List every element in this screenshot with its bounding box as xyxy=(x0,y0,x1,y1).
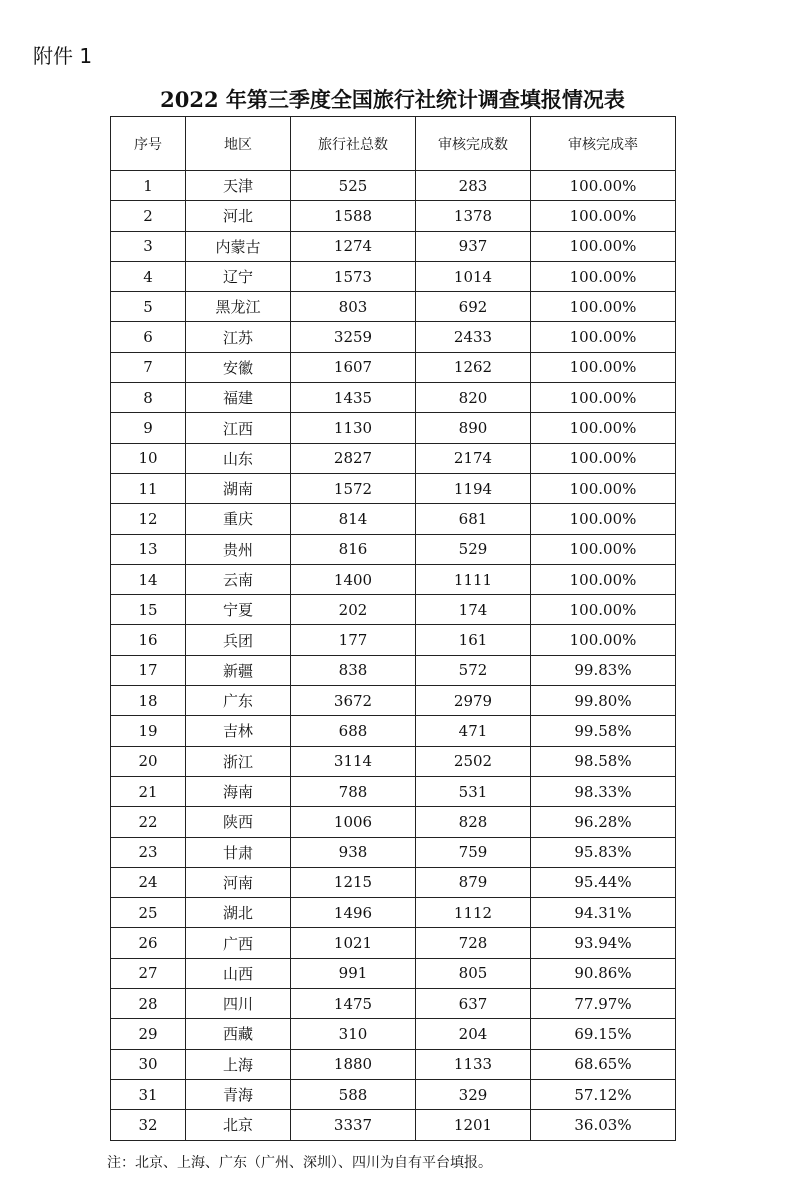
cell-total: 938 xyxy=(291,837,416,867)
cell-rate: 99.58% xyxy=(531,716,676,746)
cell-region: 河南 xyxy=(186,867,291,897)
cell-completed: 572 xyxy=(416,655,531,685)
cell-total: 310 xyxy=(291,1019,416,1049)
cell-region: 宁夏 xyxy=(186,595,291,625)
cell-index: 14 xyxy=(111,564,186,594)
cell-index: 31 xyxy=(111,1079,186,1109)
cell-rate: 57.12% xyxy=(531,1079,676,1109)
table-row xyxy=(111,352,676,382)
cell-region: 江苏 xyxy=(186,322,291,352)
page-title: 2022 年第三季度全国旅行社统计调查填报情况表 xyxy=(160,87,625,112)
header-completed: 审核完成数 xyxy=(416,117,531,171)
cell-rate: 36.03% xyxy=(531,1110,676,1140)
cell-completed: 2502 xyxy=(416,746,531,776)
table-row xyxy=(111,625,676,655)
table-row xyxy=(111,867,676,897)
table-row xyxy=(111,231,676,261)
cell-index: 19 xyxy=(111,716,186,746)
cell-region: 新疆 xyxy=(186,655,291,685)
cell-total: 1496 xyxy=(291,898,416,928)
cell-index: 15 xyxy=(111,595,186,625)
cell-index: 13 xyxy=(111,534,186,564)
cell-index: 10 xyxy=(111,443,186,473)
cell-rate: 77.97% xyxy=(531,989,676,1019)
table-row xyxy=(111,171,676,201)
footnote: 注：北京、上海、广东（广州、深圳）、四川为自有平台填报。 xyxy=(107,1155,492,1171)
cell-completed: 161 xyxy=(416,625,531,655)
table-row xyxy=(111,686,676,716)
cell-total: 814 xyxy=(291,504,416,534)
cell-index: 8 xyxy=(111,383,186,413)
cell-total: 1880 xyxy=(291,1049,416,1079)
cell-total: 1607 xyxy=(291,352,416,382)
cell-total: 1572 xyxy=(291,473,416,503)
cell-region: 云南 xyxy=(186,564,291,594)
cell-total: 991 xyxy=(291,958,416,988)
header-total: 旅行社总数 xyxy=(291,117,416,171)
cell-index: 5 xyxy=(111,292,186,322)
cell-index: 22 xyxy=(111,807,186,837)
cell-completed: 728 xyxy=(416,928,531,958)
cell-completed: 637 xyxy=(416,989,531,1019)
header-rate: 审核完成率 xyxy=(531,117,676,171)
cell-completed: 692 xyxy=(416,292,531,322)
cell-completed: 471 xyxy=(416,716,531,746)
cell-index: 7 xyxy=(111,352,186,382)
cell-index: 32 xyxy=(111,1110,186,1140)
table-row xyxy=(111,655,676,685)
cell-index: 20 xyxy=(111,746,186,776)
cell-rate: 100.00% xyxy=(531,352,676,382)
cell-total: 1588 xyxy=(291,201,416,231)
cell-total: 1400 xyxy=(291,564,416,594)
cell-region: 山西 xyxy=(186,958,291,988)
cell-rate: 94.31% xyxy=(531,898,676,928)
cell-region: 吉林 xyxy=(186,716,291,746)
cell-rate: 95.83% xyxy=(531,837,676,867)
cell-region: 湖南 xyxy=(186,473,291,503)
cell-index: 17 xyxy=(111,655,186,685)
cell-rate: 100.00% xyxy=(531,413,676,443)
cell-index: 16 xyxy=(111,625,186,655)
cell-rate: 100.00% xyxy=(531,383,676,413)
cell-index: 24 xyxy=(111,867,186,897)
cell-completed: 1378 xyxy=(416,201,531,231)
table-row xyxy=(111,595,676,625)
cell-completed: 1133 xyxy=(416,1049,531,1079)
cell-index: 9 xyxy=(111,413,186,443)
cell-region: 福建 xyxy=(186,383,291,413)
cell-index: 23 xyxy=(111,837,186,867)
cell-region: 重庆 xyxy=(186,504,291,534)
cell-total: 1435 xyxy=(291,383,416,413)
cell-rate: 100.00% xyxy=(531,322,676,352)
cell-rate: 100.00% xyxy=(531,261,676,291)
cell-completed: 759 xyxy=(416,837,531,867)
cell-region: 陕西 xyxy=(186,807,291,837)
cell-rate: 95.44% xyxy=(531,867,676,897)
cell-rate: 100.00% xyxy=(531,171,676,201)
cell-index: 2 xyxy=(111,201,186,231)
table-row xyxy=(111,958,676,988)
cell-index: 18 xyxy=(111,686,186,716)
cell-rate: 96.28% xyxy=(531,807,676,837)
cell-completed: 1201 xyxy=(416,1110,531,1140)
cell-index: 1 xyxy=(111,171,186,201)
table-row xyxy=(111,746,676,776)
cell-index: 3 xyxy=(111,231,186,261)
table-row xyxy=(111,564,676,594)
cell-total: 177 xyxy=(291,625,416,655)
cell-rate: 98.33% xyxy=(531,776,676,806)
cell-region: 广东 xyxy=(186,686,291,716)
cell-region: 安徽 xyxy=(186,352,291,382)
cell-rate: 98.58% xyxy=(531,746,676,776)
attachment-label: 附件 1 xyxy=(33,44,93,68)
table-row xyxy=(111,413,676,443)
table-header-row xyxy=(111,117,676,171)
cell-completed: 2433 xyxy=(416,322,531,352)
cell-completed: 529 xyxy=(416,534,531,564)
cell-rate: 99.80% xyxy=(531,686,676,716)
cell-total: 202 xyxy=(291,595,416,625)
cell-completed: 531 xyxy=(416,776,531,806)
cell-completed: 1111 xyxy=(416,564,531,594)
cell-region: 广西 xyxy=(186,928,291,958)
cell-completed: 1262 xyxy=(416,352,531,382)
header-region: 地区 xyxy=(186,117,291,171)
cell-index: 26 xyxy=(111,928,186,958)
cell-total: 838 xyxy=(291,655,416,685)
table-row xyxy=(111,261,676,291)
cell-total: 1130 xyxy=(291,413,416,443)
cell-total: 688 xyxy=(291,716,416,746)
table-row xyxy=(111,898,676,928)
cell-total: 1475 xyxy=(291,989,416,1019)
cell-index: 6 xyxy=(111,322,186,352)
table-row xyxy=(111,473,676,503)
cell-index: 21 xyxy=(111,776,186,806)
cell-rate: 100.00% xyxy=(531,201,676,231)
cell-total: 2827 xyxy=(291,443,416,473)
table-row xyxy=(111,1019,676,1049)
table-row xyxy=(111,504,676,534)
cell-rate: 100.00% xyxy=(531,231,676,261)
cell-completed: 1194 xyxy=(416,473,531,503)
cell-index: 25 xyxy=(111,898,186,928)
table-row xyxy=(111,807,676,837)
cell-completed: 204 xyxy=(416,1019,531,1049)
cell-completed: 1014 xyxy=(416,261,531,291)
cell-region: 上海 xyxy=(186,1049,291,1079)
cell-region: 山东 xyxy=(186,443,291,473)
table-row xyxy=(111,1110,676,1140)
cell-region: 湖北 xyxy=(186,898,291,928)
cell-total: 525 xyxy=(291,171,416,201)
cell-rate: 100.00% xyxy=(531,625,676,655)
cell-rate: 100.00% xyxy=(531,534,676,564)
table-row xyxy=(111,292,676,322)
cell-rate: 100.00% xyxy=(531,473,676,503)
cell-total: 1215 xyxy=(291,867,416,897)
cell-region: 黑龙江 xyxy=(186,292,291,322)
cell-total: 3259 xyxy=(291,322,416,352)
cell-completed: 879 xyxy=(416,867,531,897)
cell-region: 西藏 xyxy=(186,1019,291,1049)
cell-completed: 828 xyxy=(416,807,531,837)
table-row xyxy=(111,1049,676,1079)
cell-completed: 681 xyxy=(416,504,531,534)
table-row xyxy=(111,201,676,231)
cell-index: 29 xyxy=(111,1019,186,1049)
cell-total: 3337 xyxy=(291,1110,416,1140)
table-row xyxy=(111,1079,676,1109)
cell-region: 浙江 xyxy=(186,746,291,776)
cell-completed: 805 xyxy=(416,958,531,988)
cell-completed: 174 xyxy=(416,595,531,625)
cell-region: 甘肃 xyxy=(186,837,291,867)
table-row xyxy=(111,837,676,867)
cell-region: 兵团 xyxy=(186,625,291,655)
cell-rate: 93.94% xyxy=(531,928,676,958)
cell-region: 贵州 xyxy=(186,534,291,564)
cell-region: 内蒙古 xyxy=(186,231,291,261)
cell-rate: 100.00% xyxy=(531,504,676,534)
cell-total: 3672 xyxy=(291,686,416,716)
cell-region: 海南 xyxy=(186,776,291,806)
cell-completed: 937 xyxy=(416,231,531,261)
cell-rate: 68.65% xyxy=(531,1049,676,1079)
table-row xyxy=(111,383,676,413)
cell-region: 河北 xyxy=(186,201,291,231)
cell-region: 辽宁 xyxy=(186,261,291,291)
table-body xyxy=(111,171,676,1141)
cell-index: 11 xyxy=(111,473,186,503)
header-index: 序号 xyxy=(111,117,186,171)
cell-region: 北京 xyxy=(186,1110,291,1140)
cell-completed: 283 xyxy=(416,171,531,201)
table-row xyxy=(111,989,676,1019)
table-row xyxy=(111,716,676,746)
cell-rate: 69.15% xyxy=(531,1019,676,1049)
cell-region: 天津 xyxy=(186,171,291,201)
cell-rate: 99.83% xyxy=(531,655,676,685)
cell-index: 30 xyxy=(111,1049,186,1079)
cell-index: 28 xyxy=(111,989,186,1019)
cell-total: 1274 xyxy=(291,231,416,261)
cell-index: 4 xyxy=(111,261,186,291)
cell-completed: 2174 xyxy=(416,443,531,473)
table-row xyxy=(111,534,676,564)
cell-total: 3114 xyxy=(291,746,416,776)
table-row xyxy=(111,322,676,352)
table-row xyxy=(111,776,676,806)
cell-total: 1006 xyxy=(291,807,416,837)
table-row xyxy=(111,443,676,473)
cell-rate: 100.00% xyxy=(531,443,676,473)
cell-rate: 100.00% xyxy=(531,564,676,594)
cell-total: 588 xyxy=(291,1079,416,1109)
cell-completed: 820 xyxy=(416,383,531,413)
cell-completed: 1112 xyxy=(416,898,531,928)
cell-rate: 100.00% xyxy=(531,292,676,322)
cell-index: 12 xyxy=(111,504,186,534)
cell-total: 1573 xyxy=(291,261,416,291)
cell-rate: 100.00% xyxy=(531,595,676,625)
table-row xyxy=(111,928,676,958)
cell-completed: 329 xyxy=(416,1079,531,1109)
cell-region: 青海 xyxy=(186,1079,291,1109)
cell-completed: 890 xyxy=(416,413,531,443)
statistics-table xyxy=(110,116,676,1141)
cell-region: 江西 xyxy=(186,413,291,443)
cell-total: 788 xyxy=(291,776,416,806)
cell-total: 1021 xyxy=(291,928,416,958)
cell-region: 四川 xyxy=(186,989,291,1019)
cell-completed: 2979 xyxy=(416,686,531,716)
cell-rate: 90.86% xyxy=(531,958,676,988)
cell-total: 816 xyxy=(291,534,416,564)
cell-index: 27 xyxy=(111,958,186,988)
cell-total: 803 xyxy=(291,292,416,322)
